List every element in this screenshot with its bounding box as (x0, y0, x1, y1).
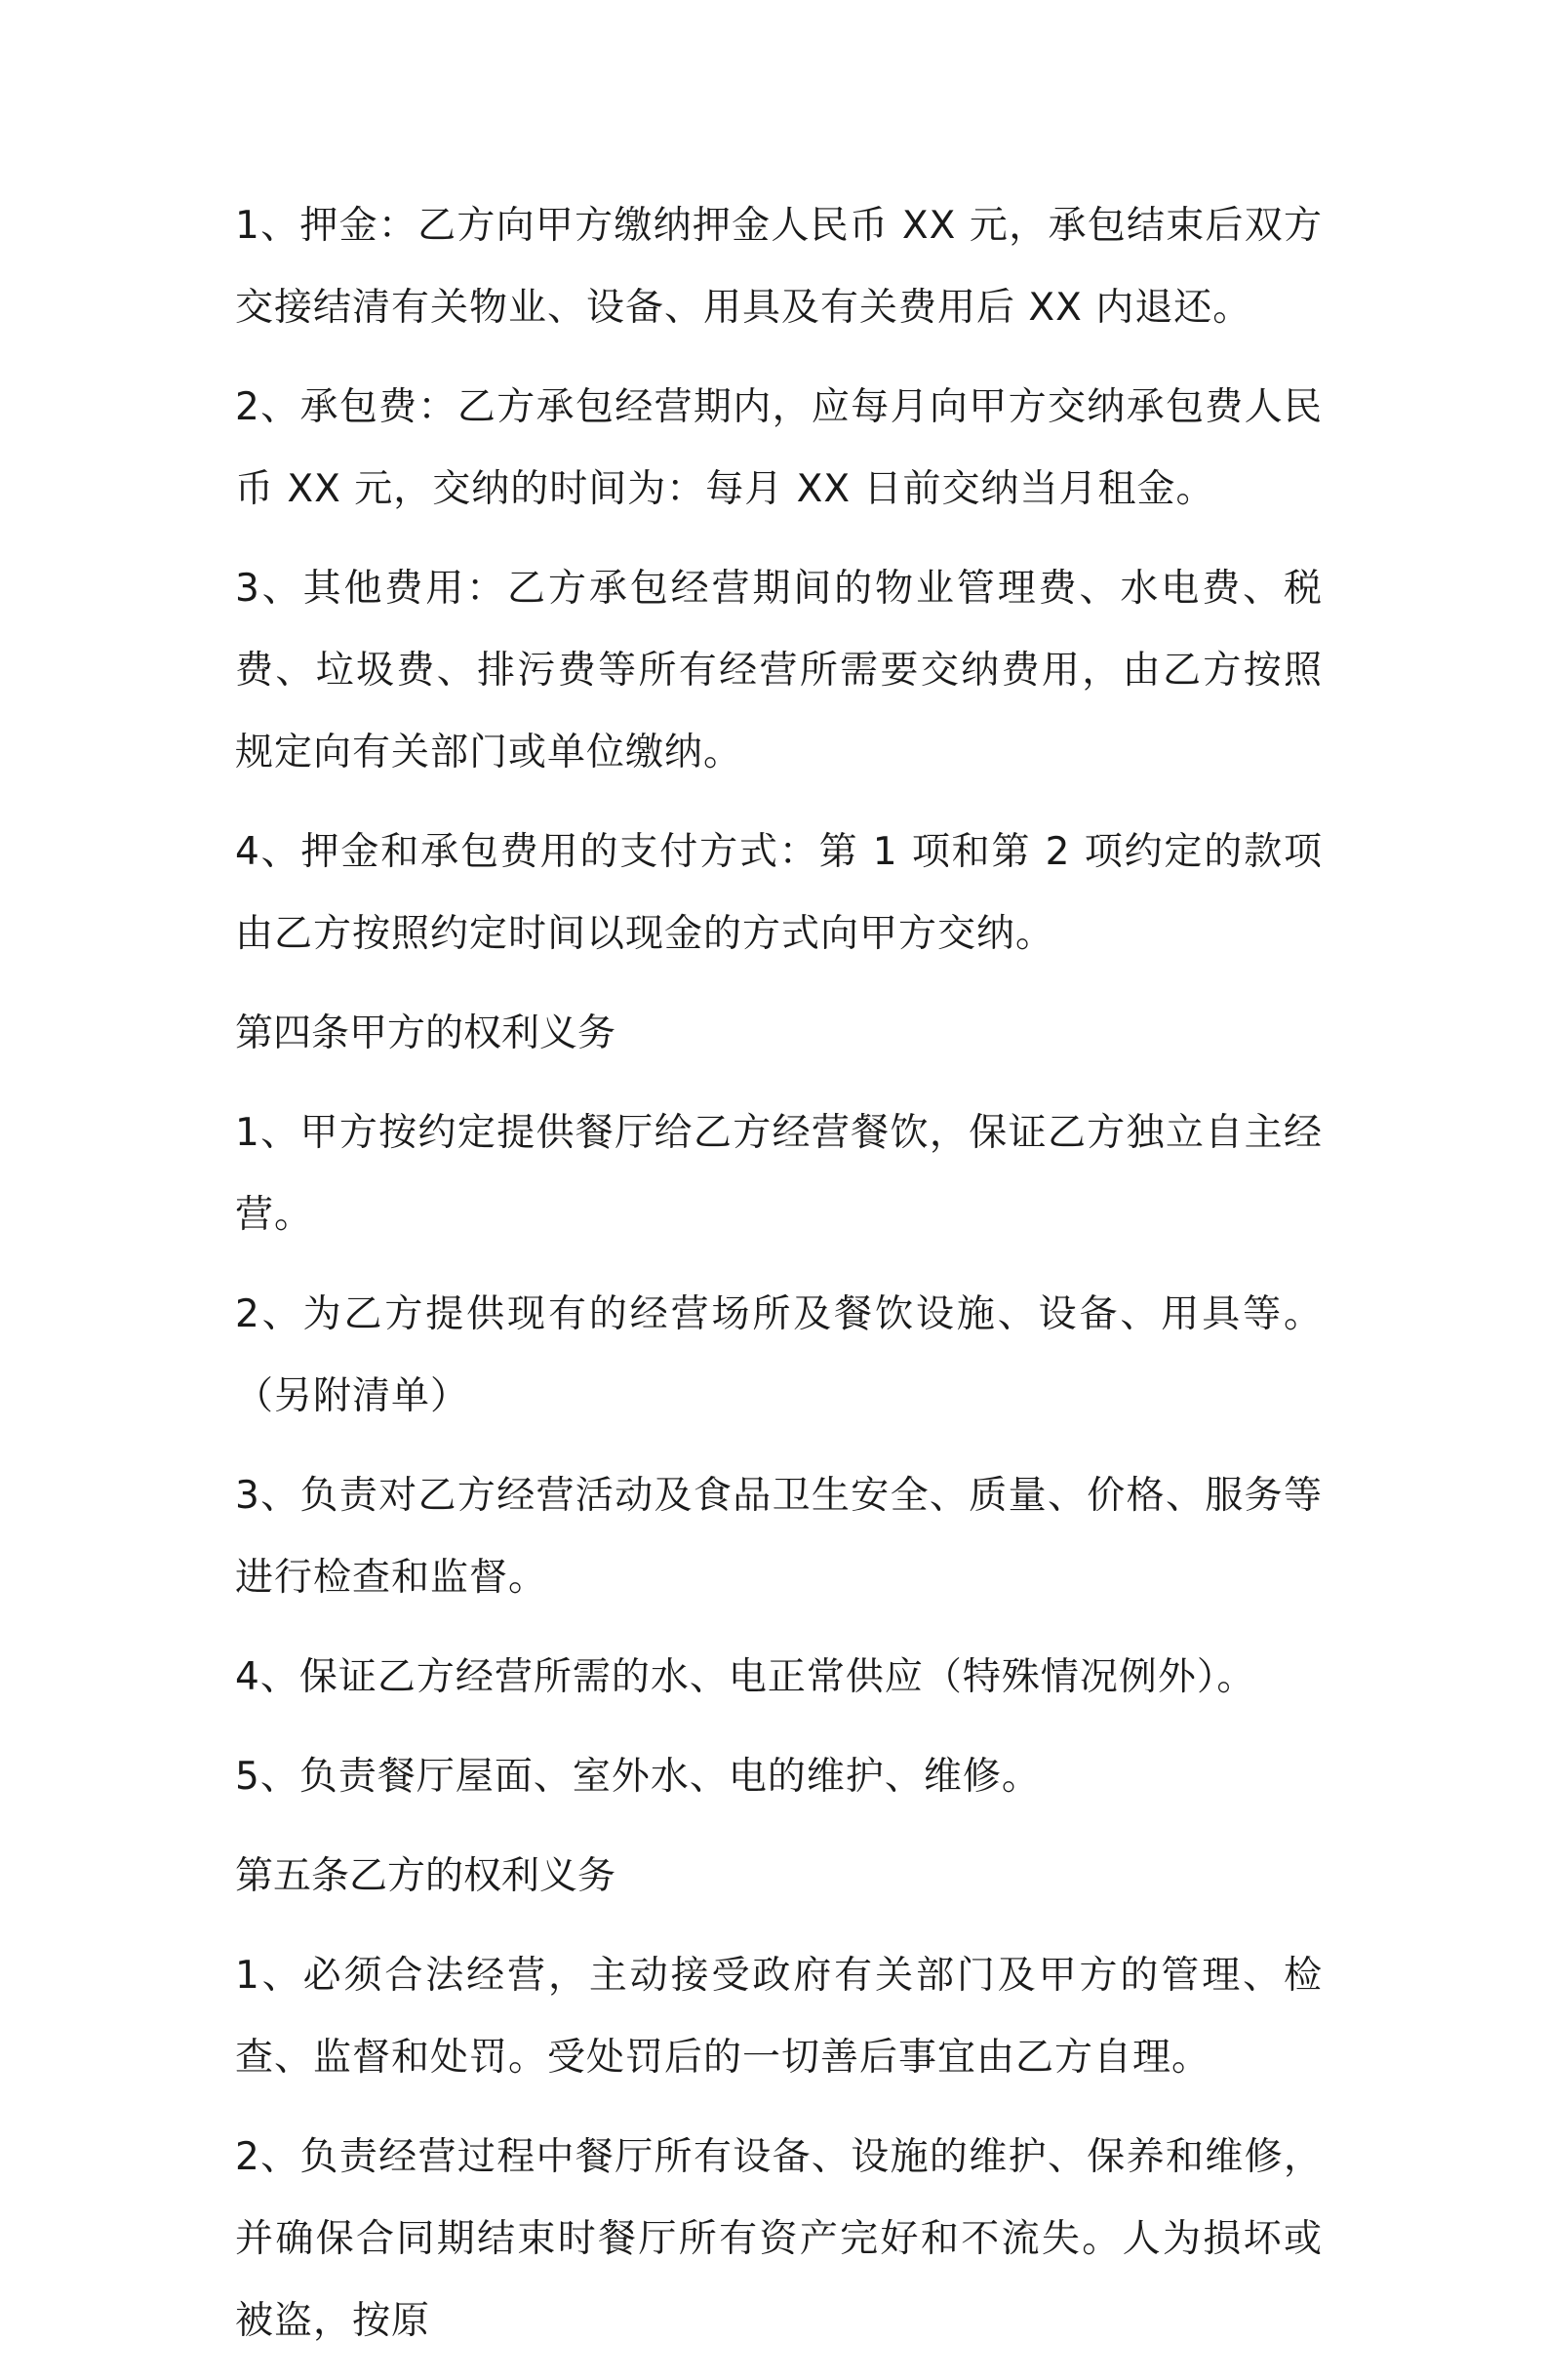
paragraph-party-b-1: 1、必须合法经营，主动接受政府有关部门及甲方的管理、检查、监督和处罚。受处罚后的一切善后事宜由乙方自理。 (235, 1954, 1323, 2080)
paragraph-contract-fee: 2、承包费：乙方承包经营期内，应每月向甲方交纳承包费人民币 XX 元，交纳的时间为：每月 XX 日前交纳当月租金。 (235, 385, 1323, 511)
section-heading-party-a: 第四条甲方的权利义务 (235, 1012, 616, 1055)
section-heading-party-b: 第五条乙方的权利义务 (235, 1854, 616, 1898)
paragraph-other-fees: 3、其他费用：乙方承包经营期间的物业管理费、水电费、税费、垃圾费、排污费等所有经营所需要交纳费用，由乙方按照规定向有关部门或单位缴纳。 (235, 567, 1323, 774)
paragraph-party-a-1: 1、甲方按约定提供餐厅给乙方经营餐饮，保证乙方独立自主经营。 (235, 1111, 1323, 1237)
paragraph-party-a-2: 2、为乙方提供现有的经营场所及餐饮设施、设备、用具等。（另附清单） (235, 1292, 1323, 1418)
document-page (235, 185, 1323, 2380)
paragraph-deposit: 1、押金：乙方向甲方缴纳押金人民币 XX 元，承包结束后双方交接结清有关物业、设备、用具及有关费用后 XX 内退还。 (235, 204, 1323, 330)
paragraph-party-b-2: 2、负责经营过程中餐厅所有设备、设施的维护、保养和维修，并确保合同期结束时餐厅所有资产完好和不流失。人为损坏或被盗，按原 (235, 2135, 1323, 2343)
paragraph-payment-method: 4、押金和承包费用的支付方式：第 1 项和第 2 项约定的款项由乙方按照约定时间以现金的方式向甲方交纳。 (235, 830, 1323, 956)
paragraph-party-a-5: 5、负责餐厅屋面、室外水、电的维护、维修。 (235, 1755, 1041, 1799)
paragraph-party-a-4: 4、保证乙方经营所需的水、电正常供应（特殊情况例外）。 (235, 1655, 1256, 1699)
paragraph-party-a-3: 3、负责对乙方经营活动及食品卫生安全、质量、价格、服务等进行检查和监督。 (235, 1474, 1323, 1600)
